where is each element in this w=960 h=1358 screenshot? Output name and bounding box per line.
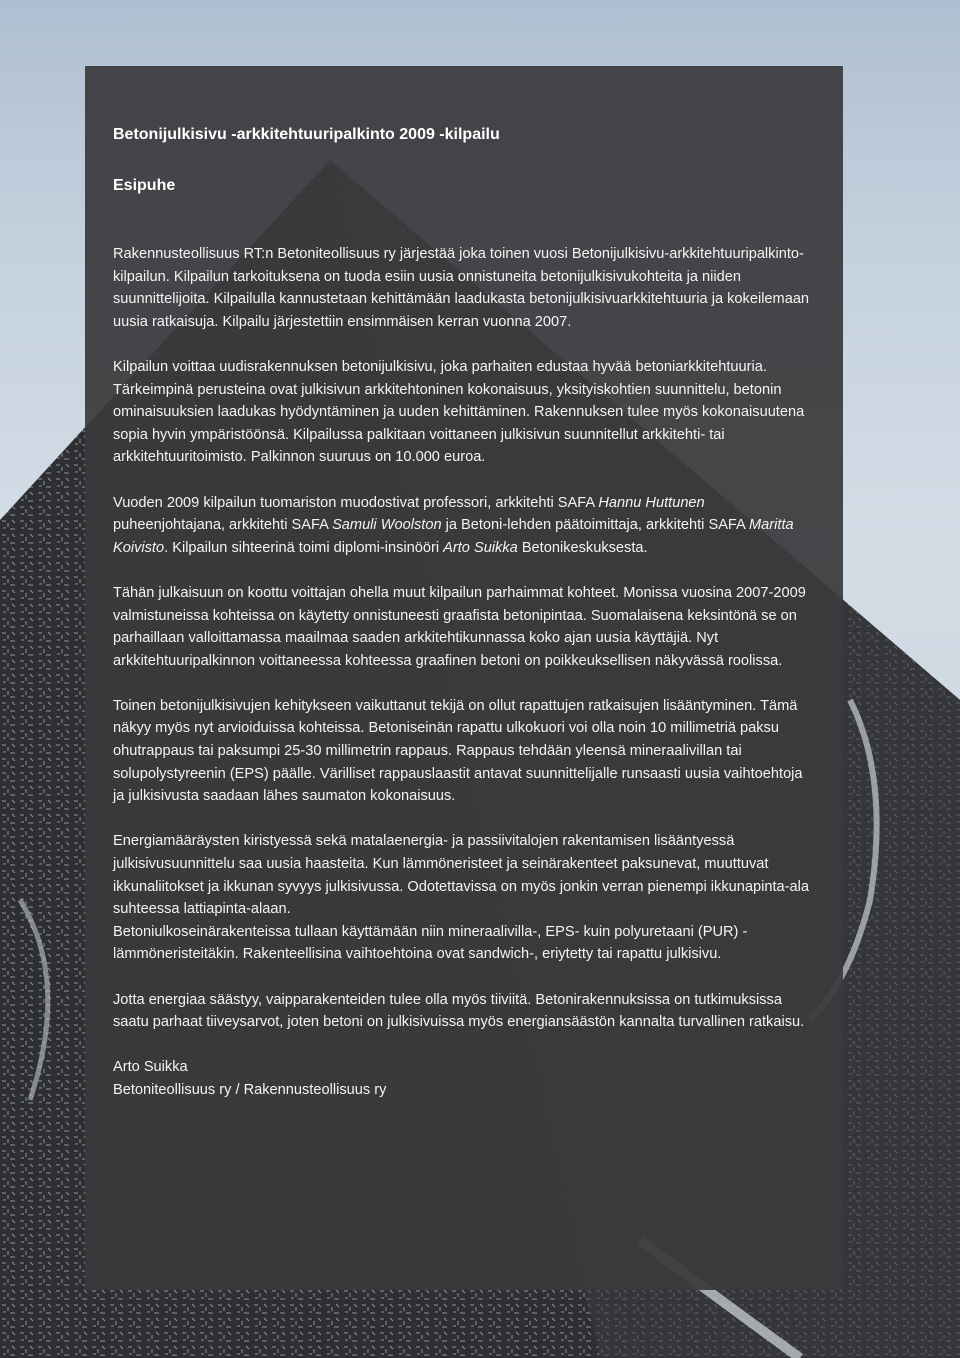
text-panel — [85, 66, 843, 1290]
paragraph-energy: Energiamääräysten kiristyessä sekä matalaenergia- ja passiivitalojen rakentamisen lisääntyessä julkisivusuunnittelu saa uusia haasteita. Kun lämmöneristeet ja seinärakenteet paksunevat, muuttuvat ikkunaliitokset ja ikkunan syvyys julkisivussa. Odotettavissa on myös jonkin verran pienempi ikkunapinta-ala suhteessa lattiapinta-alaan. Betoniulkoseinärakenteissa tullaan käyttämään niin mineraalivilla-, EPS- kuin polyuretaani (PUR) -lämmöneristeitäkin. Rakenteellisina vaihtoehtoina ovat sandwich-, eriytetty tai rapattu julkisivu. — [113, 833, 809, 963]
paragraph-intro: Rakennusteollisuus RT:n Betoniteollisuus ry järjestää joka toinen vuosi Betonijulkisivu-arkkitehtuuripalkinto-kilpailun. Kilpailun tarkoituksena on tuoda esiin uusia onnistuneita betonijulkisivukohteita ja niiden suunnittelijoita. Kilpailulla kannustetaan kehittämään laadukasta betonijulkisivuarkkitehtuuria ja kokeilemaan uusia ratkaisuja. Kilpailu järjestettiin ensimmäisen kerran vuonna 2007. — [113, 246, 810, 330]
document-title: Betonijulkisivu -arkkitehtuuripalkinto 2009 -kilpailu — [113, 126, 500, 143]
secretary-name: Arto Suikka — [443, 539, 518, 556]
jury-member-name: Hannu Huttunen — [598, 494, 705, 511]
section-heading: Esipuhe — [113, 177, 176, 194]
jury-member-name: Samuli Woolston — [332, 517, 442, 534]
paragraph-criteria: Kilpailun voittaa uudisrakennuksen betonijulkisivu, joka parhaiten edustaa hyvää betoniarkkitehtuuria. Tärkeimpinä perusteina ovat julkisivun arkkitehtoninen kokonaisuus, yksityiskohtien suunnittelu, betonin ominaisuuksien laadukas hyödyntäminen ja uuden kehittäminen. Rakennuksen tulee myös kokonaisuutena sopia hyvin ympäristöönsä. Kilpailussa palkitaan voittaneen julkisivun suunnitellut arkkitehti- tai arkkitehtuuritoimisto. Palkinnon suuruus on 10.000 euroa. — [113, 358, 805, 466]
paragraph-rendering: Toinen betonijulkisivujen kehitykseen vaikuttanut tekijä on ollut rapattujen ratkaisujen lisääntyminen. Tämä näkyy myös nyt arvioiduissa kohteissa. Betoniseinän rapattu ulkokuori voi olla noin 10 millimetriä paksu ohutrappaus tai paksumpi 25-30 millimetrin rappaus. Rappaus tehdään yleensä mineraalivillan tai solupolystyreenin (EPS) päälle. Värilliset rappauslaastit antavat suunnittelijalle runsaasti uusia vaihtoehtoja ja julkisivusta saadaan lähes saumaton kokonaisuus. — [113, 697, 803, 805]
signature-name: Arto Suikka — [113, 1059, 188, 1076]
jury-member-name: Maritta Koivisto — [113, 517, 794, 556]
signature-organization: Betoniteollisuus ry / Rakennusteollisuus ry — [113, 1081, 387, 1098]
paragraph-graphic-concrete: Tähän julkaisuun on koottu voittajan ohella muut kilpailun parhaimmat kohteet. Monissa vuosina 2007-2009 valmistuneissa kohteissa on käytetty onnistuneesti graafista betonipintaa. Suomalaisena keksintönä se on parhaillaan valloittamassa maailmaa saaden arkkitehtikunnassa koko ajan uusia käyttäjiä. Nyt arkkitehtuuripalkinnon voittaneessa kohteessa graafinen betoni on poikkeuksellisen näkyvässä roolissa. — [113, 584, 806, 669]
paragraph-jury: Vuoden 2009 kilpailun tuomariston muodostivat professori, arkkitehti SAFA Hannu Huttunen puheenjohtajana, arkkitehti SAFA Samuli Woolston ja Betoni-lehden päätoimittaja, arkkitehti SAFA Maritta Koivisto. Kilpailun sihteerinä toimi diplomi-insinööri Arto Suikka Betonikeskuksesta. — [113, 494, 794, 556]
paragraph-airtightness: Jotta energiaa säästyy, vaipparakenteiden tulee olla myös tiiviitä. Betonirakennuksissa on tutkimuksissa saatu parhaat tiiveysarvot, joten betoni on julkisivuissa myös energiansäästön kannalta turvallinen ratkaisu. — [113, 991, 805, 1031]
